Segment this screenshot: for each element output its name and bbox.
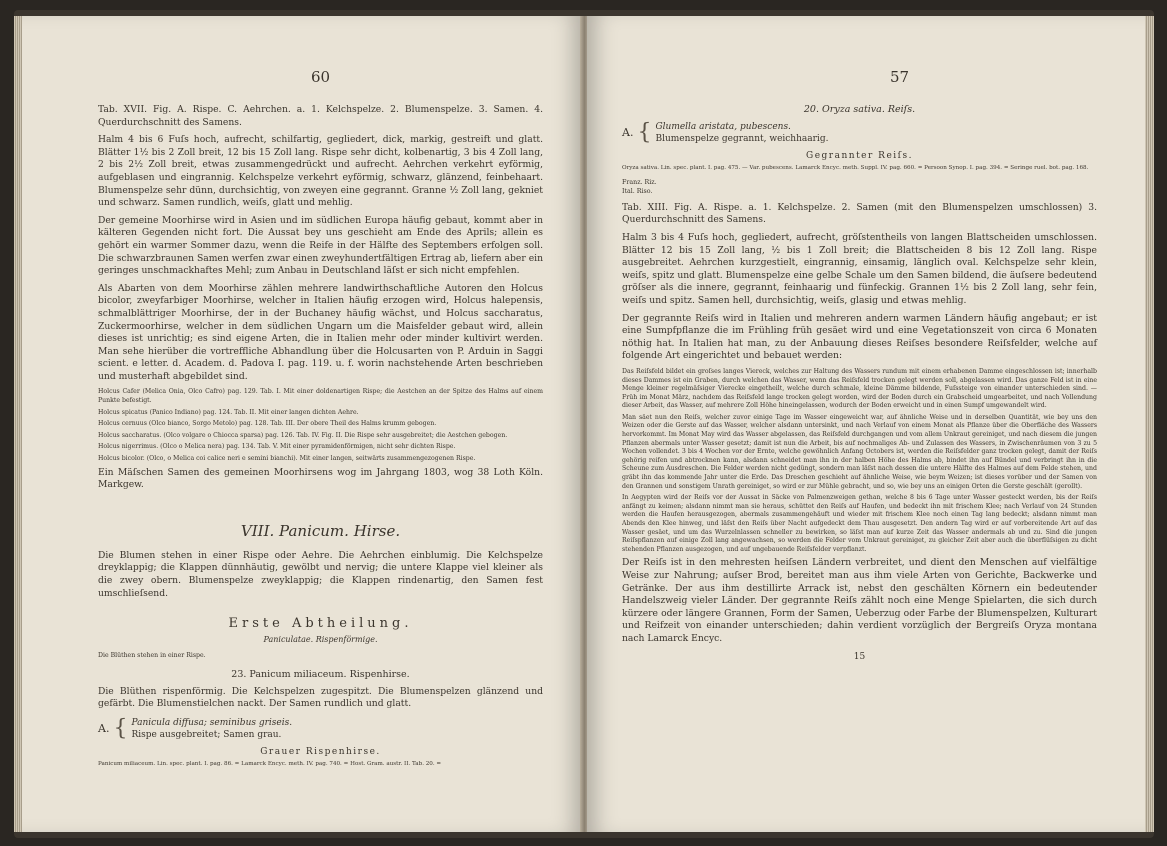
species-note: Holcus saccharatus. (Olco volgare o Chiocca sparsa) pag. 126. Tab. IV. Fig. II. Die Rispe sehr ausgebreitet; die Aestchen gebogen. xyxy=(98,431,508,439)
left-page xyxy=(22,16,582,832)
subsection-heading: Erste Abtheilung. xyxy=(228,616,413,632)
brace-icon: { xyxy=(637,120,652,145)
variety-name: Grauer Rispenhirse. xyxy=(260,746,381,757)
cultivation-note: Man säet nun den Reiſs, welcher zuvor einige Tage im Wasser eingeweicht war, auf ähnliche Weise und in derselben Quantität, wie bey uns den Weizen oder die Gerste auf das Wasser, welcher alsdann untersinkt, und nach Verlauf von einem Monat als Pflanze über die Oberfläche des Wassers hervorkommt. Im Monat May wird das Wasser abgelassen, das Reiſsfeld durchgangen und vom allem Unkraut gereiniget, und nach diesem die jungen Pflanzen abermals unter Wasser gesetzt; damit ist nun die Arbeit, bis auf nochmaliges Ab- und Zulassen des Wassers, in Zwischenräumen von 3 zu 5 Wochen vollendet. 3 bis 4 Wochen vor der Ernte, welche gewöhnlich Anfang Octobers ist, werden die Reiſsfelder ganz trocken gelegt, damit der Reiſs gehörig reifen und abtrocknen kann, alsdann schneidet man ihn in der halben Höhe des Halms ab, bindet ihn auf Bündel und verbringt ihn in die Scheune zum Ausdreschen. Die Felder werden nicht gedüngt, sondern man läſst nach dessen die untere Hälfte des Halmes auf dem Felde stehen, und gräbt ihn das kommende Jahr unter die Erde. Das Dreschen geschieht auf ähnliche Weise, wie beym Weizen; ist dieses vorüber und der Samen von den Grannen und sonstigem Unrath gereiniget, so wird er zur Mühle gebracht, und so, wie bey uns an einigen Orten die Gerste geschält (gerollt). xyxy=(622,413,1097,490)
variety-name: Gegrannter Reiſs. xyxy=(806,151,913,161)
variety-label: A. xyxy=(98,721,110,735)
subsection-note: Die Blüthen stehen in einer Rispe. xyxy=(98,652,206,660)
species-note: Holcus bicolor. (Olco, o Melica coi calice neri e semini bianchi). Mit einer langen, seitwärts zusammengezogenen Rispe. xyxy=(98,455,476,463)
plate-caption: Tab. XIII. Fig. A. Rispe. a. 1. Kelchspelze. 2. Samen (mit den Blumenspelzen umschlossen) 3. Querdurchschnitt des Samens. xyxy=(622,201,1097,226)
paragraph: Der Reiſs ist in den mehresten heiſsen Ländern verbreitet, und dient den Menschen auf vielfältige Weise zur Nahrung; auſser Brod, bereitet man aus ihm viele Arten von Gerichte, Backwerke und Getränke. Der aus ihm destillirte Arrack ist, nebst den geschälten Körnern ein bedeutender Handelszweig vieler Länder. Der gegrannte Reiſs zählt noch eine Menge Spielarten, die sich durch kürzere oder längere Grannen, Form der Samen, Ueberzug oder Farbe der Blumenspelzen, Kulturart und Reifzeit von einander unterschieden; dahin verdient vorzüglich der Bergreiſs Oryza montana nach Lamarck Encyc. xyxy=(622,557,1097,644)
right-page xyxy=(587,16,1145,832)
species-heading: 20. Oryza sativa. Reiſs. xyxy=(803,104,916,115)
variety-brace xyxy=(98,717,543,741)
paragraph: Als Abarten von dem Moorhirse zählen mehrere landwirthschaftliche Autoren den Holcus bicolor, zweyfarbiger Moorhirse, welcher in Italien häufig erzogen wird, Holcus halepensis, schmalblättriger Moorhirse, der in der Buchaney häufig wächst, und Holcus saccharatus, Zuckermoorhirse, welcher in dem südlichen Ungarn um die Maisfelder gebaut wird, allein dieses ist unrichtig; es sind eigene Arten, die in Italien mehr oder minder kultivirt werden. Man sehe hierüber die vortreffliche Abhandlung über die Holcusarten von P. Arduin in Saggi scient. e letter. d. Academ. d. Padova I. pag. 119. u. f. worin nachstehende Arten beschrieben und musterhaft abgebildet sind. xyxy=(98,282,543,382)
cultivation-note: Das Reiſsfeld bildet ein groſses langes Viereck, welches zur Haltung des Wassers rundum mit einem erhabenen Damme eingeschlossen ist; innerhalb dieses Dammes ist ein Graben, durch welchen das Wasser, wenn das Reiſsfeld trocken gelegt werden soll, abgelassen wird. Das ganze Feld ist in eine Menge kleiner regelmäſsiger Vierecke eingetheilt, welche durch schmale, kleine Dämme bildende, Fuſssteige von einander unterschieden sind. — Früh im Monat März, nachdem das Reiſsfeld lange trocken gelegt worden, wird der Boden durch ein Grabscheid umgearbeitet, und nach Vollendung dieser Arbeit, das Wasser, auf mehrere Zoll Höhe hineingelassen, wodurch der Boden erweicht und in einen Sumpf umgewandelt wird. xyxy=(622,367,1097,410)
plant-description: Halm 4 bis 6 Fuſs hoch, aufrecht, schilfartig, gegliedert, dick, markig, gestreift und glatt. Blätter 1½ bis 2 Zoll breit, 12 bis 15 Zoll lang. Rispe sehr dicht, kolbenartig, 3 bis 4 Zoll lang, 2 bis 2½ Zoll breit, etwas zusammengedrückt und aufrecht. Aehrchen verkehrt eyförmig, aufgeblasen und eingrannig. Kelchspelze verkehrt eyförmig, schwarz, glänzend, feinbehaart. Blumenspelze sehr dünn, durchsichtig, von zweyen eine gegrannt. Granne ½ Zoll lang, gekniet und schwarz. Samen rundlich, weiſs, glatt und mehlig. xyxy=(98,134,543,209)
book-spread xyxy=(14,10,1154,838)
weight-note: Ein Mäſschen Samen des gemeinen Moorhirsens wog im Jahrgang 1803, wog 38 Loth Köln. Markgew. xyxy=(98,466,543,491)
plant-description: Halm 3 bis 4 Fuſs hoch, gegliedert, aufrecht, gröſstentheils von langen Blattscheiden umschlossen. Blätter 12 bis 15 Zoll lang, ½ bis 1 Zoll breit; die Blattscheiden 8 bis 12 Zoll lang. Rispe ausgebreitet. Aehrchen kurzgestielt, eingrannig, einsamig, länglich oval. Kelchspelze sehr klein, weiſs, spitz und glatt. Blumenspelze eine gelbe Schale um den Samen bildend, die äuſsere bedeutend gröſser als die innere, gegrannt, feinhaarig und fünfeckig. Grannen 1½ bis 2 Zoll lang, sehr fein, weiſs und spitz. Samen hell, durchsichtig, weiſs, glasig und etwas mehlig. xyxy=(622,231,1097,306)
variety-latin: Panicula diffusa; seminibus griseis. xyxy=(131,717,293,728)
variety-german: Blumenspelze gegrannt, weichhaarig. xyxy=(655,134,829,144)
species-note: Holcus spicatus (Panico Indiano) pag. 124. Tab. II. Mit einer langen dichten Aehre. xyxy=(98,408,359,416)
references: Oryza sativa. Lin. spec. plant. I. pag. 475. — Var. pubescens. Lamarck Encyc. meth. Suppl. IV. pag. 660. = Persoon Synop. I. pag. 394. = Seringe ruel. bot. pag. 168. xyxy=(622,165,1089,171)
signature-mark: 15 xyxy=(853,651,866,662)
variety-brace xyxy=(622,121,1097,145)
page-edge-right xyxy=(1145,16,1154,832)
brace-icon: { xyxy=(113,715,128,741)
page-edge-left xyxy=(14,16,22,832)
species-description: Die Blüthen rispenförmig. Die Kelchspelzen zugespitzt. Die Blumenspelzen glänzend und gefärbt. Die Blumenstielchen nackt. Der Samen rundlich und glatt. xyxy=(98,685,543,710)
subsection-subtitle: Paniculatae. Rispenförmige. xyxy=(263,635,378,645)
cultivation-note: In Aegypten wird der Reiſs vor der Aussat in Säcke von Palmenzweigen gethan, welche 8 bis 6 Tage unter Wasser gesteckt werden, bis der Reiſs anfängt zu keimen; alsdann nimmt man sie heraus, schüttet den Reiſs auf Haufen, und bedeckt ihn mit frischem Klee; nach Verlauf von 24 Stunden werden die Haufen herausgezogen, abermals zusammengehäuft und wieder mit frischem Klee noch einen Tag lang bedeckt; alsdann nimmt man Abends den Klee hinweg, und läſst den Reiſs über Nacht aufgedeckt dem Thau ausgesetzt. Den andern Tag wird er auf vorbereitende Art auf das Wasser gesäet, und um das Wurzelnlassen schneller zu bewirken, so läſst man auf kurze Zeit das Wasser andermals ab und zu. Sind die jungen Reiſspflanzen auf einige Zoll lang angewachsen, so werden die Felder vom Unkraut gereiniget, zu gleicher Zeit aber auch die überflüſsigen zu dicht stehenden Pflanzen ausgezogen, und auf ungebauende Reiſsfelder verpflanzt. xyxy=(622,494,1097,553)
species-heading: 23. Panicum miliaceum. Rispenhirse. xyxy=(231,668,410,680)
section-heading: VIII. Panicum. Hirse. xyxy=(240,521,401,540)
species-note: Holcus cernuus (Olco bianco, Sorgo Metolo) pag. 128. Tab. III. Der obere Theil des Halms krumm gebogen. xyxy=(98,420,437,428)
name-french: Franz. Riz. xyxy=(622,178,657,186)
variety-german: Rispe ausgebreitet; Samen grau. xyxy=(131,729,282,740)
name-italian: Ital. Riso. xyxy=(622,187,653,195)
references: Panicum miliaceum. Lin. spec. plant. I. pag. 86. = Lamarck Encyc. meth. IV. pag. 740. = Host. Gram. austr. II. Tab. 20. = xyxy=(98,760,442,767)
variety-label: A. xyxy=(622,126,634,139)
page-number-left: 60 xyxy=(310,68,331,86)
plate-caption: Tab. XVII. Fig. A. Rispe. C. Aehrchen. a. 1. Kelchspelze. 2. Blumenspelze. 3. Samen. 4. Querdurchschnitt des Samens. xyxy=(98,104,543,128)
species-note: Holcus Cafer (Melica Onia, Olco Cafro) pag. 129. Tab. I. Mit einer doldenartigen Rispe; die Aestchen an der Spitze des Halms auf einem Punkte befestigt. xyxy=(98,388,543,405)
species-note: Holcus nigerrimus. (Olco o Melica nera) pag. 134. Tab. V. Mit einer pyramidenförmigen, nicht sehr dichten Rispe. xyxy=(98,443,456,451)
common-names xyxy=(622,178,1097,196)
section-description: Die Blumen stehen in einer Rispe oder Aehre. Die Aehrchen einblumig. Die Kelchspelze dreyklappig; die Klappen dünnhäutig, gewölbt und nervig; die untere Klappe viel kleiner als die zwey obern. Blumenspelze zweyklappig; die Klappen rindenartig, den Samen fest umschlieſsend. xyxy=(98,549,543,599)
paragraph: Der gemeine Moorhirse wird in Asien und im südlichen Europa häufig gebaut, kommt aber in kälteren Gegenden nicht fort. Die Aussat bey uns geschieht am Ende des Aprils; allein es gehört ein warmer Sommer dazu, wenn die Reife in der Hälfte des Septembers erfolgen soll. Die schwarzbraunen Samen werfen zwar einen zweyhundertfältigen Ertrag ab, liefern aber ein geringes unschmackhaftes Mehl; zum Anbau in Deutschland läſst er sich nicht empfehlen. xyxy=(98,214,543,277)
page-number-right: 57 xyxy=(889,68,910,86)
paragraph: Der gegrannte Reiſs wird in Italien und mehreren andern warmen Ländern häufig angebaut; er ist eine Sumpfpflanze die im Frühling früh gesäet wird und eine Vegetationszeit von circa 6 Monaten nöthig hat. In Italien hat man, zu der Anbauung dieses Reiſses besondere Reiſsfelder, welche auf folgende Art eingerichtet und bebauet werden: xyxy=(622,312,1097,362)
variety-latin: Glumella aristata, pubescens. xyxy=(655,122,791,132)
